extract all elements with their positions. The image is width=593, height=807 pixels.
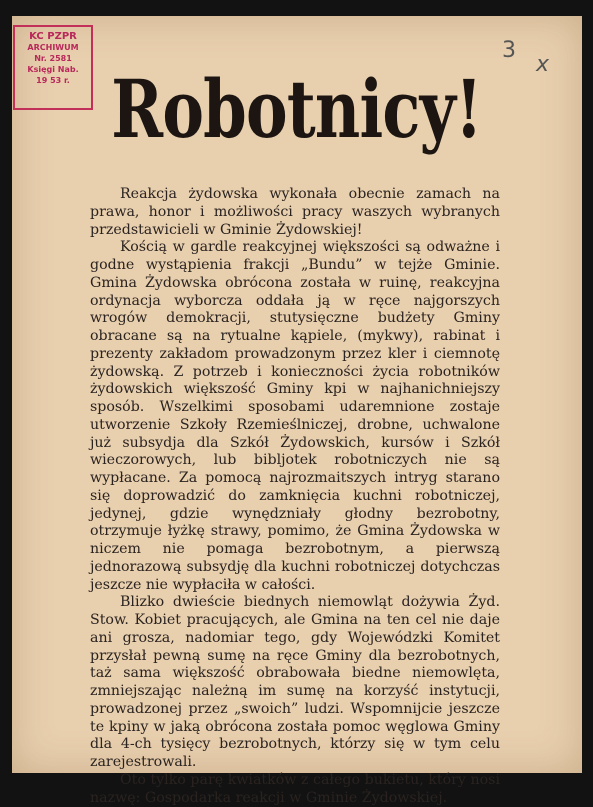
- stamp-line-1: KC PZPR: [29, 31, 77, 42]
- pencil-letter: x: [536, 52, 550, 77]
- stamp-line-5: 19 53 r.: [36, 76, 70, 85]
- paragraph: Blizko dwieście biednych niemowląt dożywia Żyd. Stow. Kobiet pracujących, ale Gmina na ten cel nie daje ani grosza, nadomiar tego, gdy Wojewódzki Komitet przysłał pewną sumę na ręce Gminy dla bezrobotnych, taż sama większość obrabowała biedne niemowlęta, zmniejszając należną im sumę na korzyść instytucji, prowadzonej przez „swoich” ludzi. Wspomnijcie jeszcze te kpiny w jaką obrócona została pomoc węglowa Gminy dla 4-ch tysięcy bezrobotnych, którzy się w tym celu zarejestrowali.: [90, 594, 500, 770]
- paragraph: Oto tylko parę kwiatków z całego bukietu, który nosi nazwę: Gospodarka reakcji w Gminie Żydowskiej.: [90, 771, 500, 806]
- paragraph: Kością w gardle reakcyjnej większości są odważne i godne wystąpienia frakcji „Bundu” w tejże Gminie. Gmina Żydowska obrócona została w ruinę, reakcyjna ordynacja wyborcza oddała ją w ręce najgorszych wrogów demokracji, stutysięczne budżety Gminy obracane są na rytualne kąpiele, (mykwy), rabinat i prezenty zakładom prowadzonym przez kler i ciemnotę żydowską. Z potrzeb i konieczności życia robotników żydowskich większość Gminy kpi w najhanichniejszy sposób. Wszelkimi sposobami udaremnione zostaje utworzenie Szkoły Rzemieślniczej, drobne, uchwalone już subsydja dla Szkół Żydowskich, kursów i Szkół wieczorowych, lub bibljotek robotniczych nie są wypłacane. Za pomocą najrozmaitszych intryg starano się doprowadzić do zamknięcia kuchni robotniczej, jedynej, gdzie wynędzniały głodny bezrobotny, otrzymuje łyżkę strawy, pomimo, że Gmina Żydowska w niczem nie pomaga bezrobotnym, a pierwszą jednorazową subsydję dla kuchni robotniczej dotychczas jeszcze nie wypłaciła w całości.: [90, 239, 500, 593]
- page-title: Robotnicy!: [111, 62, 482, 156]
- stamp-line-4: Księgi Nab.: [27, 65, 79, 74]
- stamp-line-2: ARCHIWUM: [27, 43, 79, 52]
- paragraph: Reakcja żydowska wykonała obecnie zamach na prawa, honor i możliwości pracy waszych wybranych przedstawicieli w Gminie Żydowskiej!: [90, 186, 500, 238]
- stamp-line-3: Nr. 2581: [34, 54, 72, 63]
- pencil-number: 3: [502, 38, 516, 63]
- leaflet-body: [90, 186, 500, 807]
